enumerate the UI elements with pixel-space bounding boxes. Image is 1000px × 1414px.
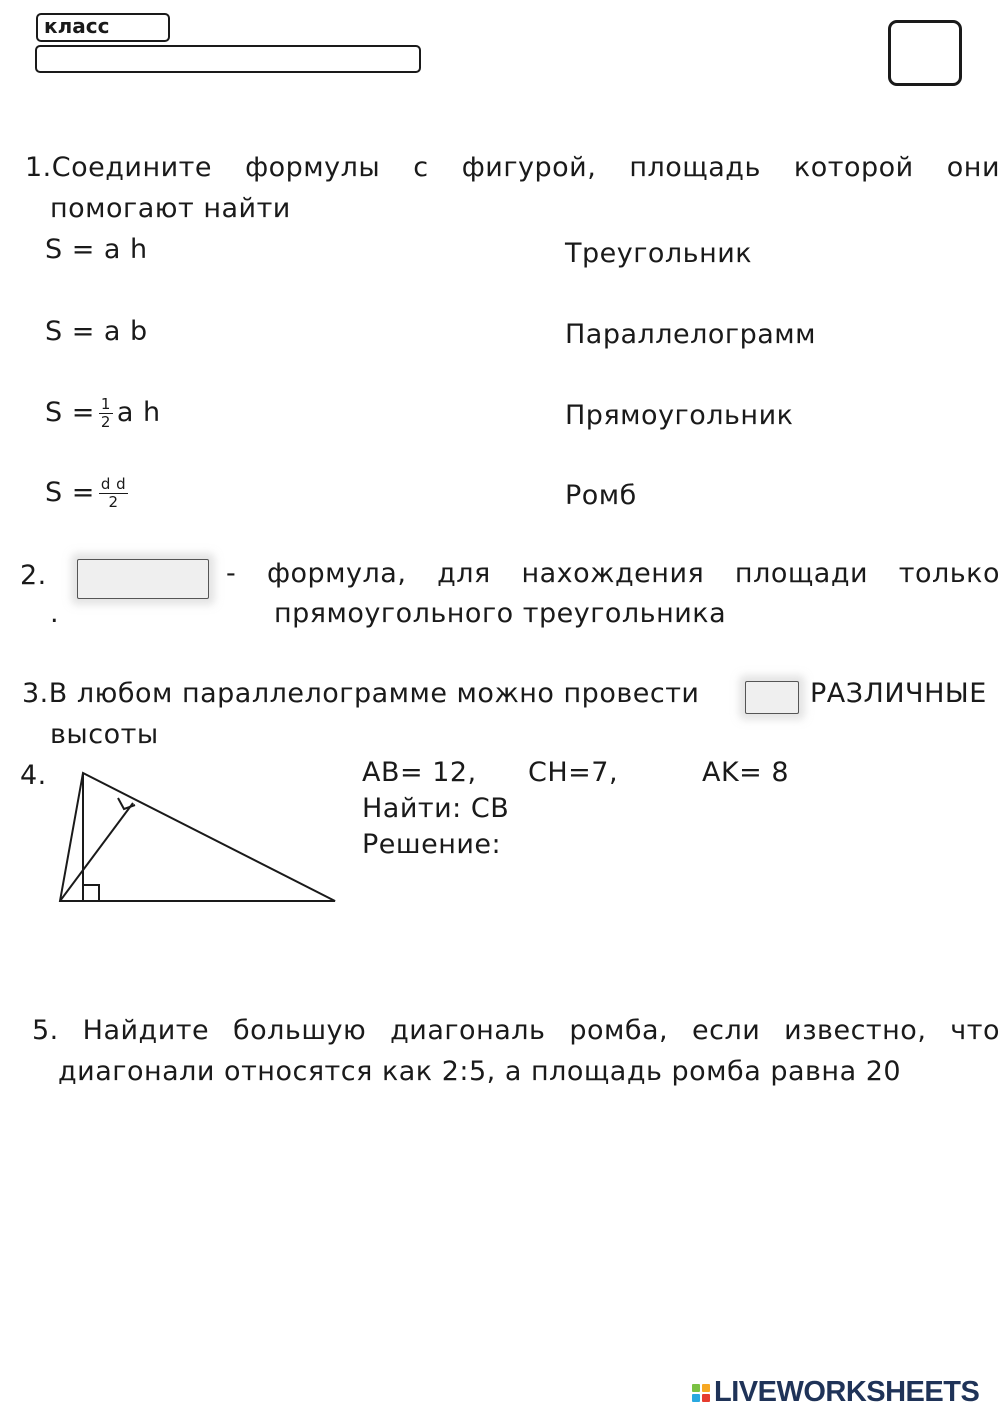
figure-triangle[interactable]: Треугольник xyxy=(565,238,753,269)
triangle-diagram xyxy=(50,765,350,915)
q5-line1: 5. Найдите большую диагональ ромба, если известно, что xyxy=(32,1015,1000,1046)
score-box xyxy=(888,20,962,86)
q2-number: 2. xyxy=(20,560,47,591)
name-field[interactable] xyxy=(35,45,421,73)
q3-prefix: 3.В любом параллелограмме можно провести xyxy=(22,678,700,709)
given-ak: AK= 8 xyxy=(702,757,790,788)
q2-text-line1: - формула, для нахождения площади только xyxy=(226,558,1000,589)
q3-line2: высоты xyxy=(50,719,159,750)
q3-suffix: РАЗЛИЧНЫЕ xyxy=(810,678,987,709)
logo-tile-green xyxy=(692,1384,700,1392)
q2-text-line2: прямоугольного треугольника xyxy=(274,598,727,629)
logo-tile-blue xyxy=(692,1394,700,1402)
formula-rectangle[interactable]: S = a h xyxy=(45,234,148,265)
solution-label: Решение: xyxy=(362,829,502,860)
logo-grid-icon xyxy=(692,1384,710,1402)
q2-dot: . xyxy=(50,598,60,629)
class-label: класс xyxy=(44,14,110,38)
altitude-ak xyxy=(60,803,133,901)
q5-line2: диагонали относятся как 2:5, а площадь ромба равна 20 xyxy=(58,1056,902,1087)
q4-number: 4. xyxy=(20,760,47,791)
q1-text-line1: 1.Соедините формулы с фигурой, площадь которой они xyxy=(25,152,1000,183)
fraction-diagonals: $\frac{\text{d d}}{2}$ xyxy=(100,475,127,511)
given-ab: AB= 12, xyxy=(362,757,477,788)
q2-answer-input[interactable] xyxy=(77,559,209,599)
right-angle-mark-h xyxy=(83,885,99,901)
fraction-half: $\frac{1}{2}$ xyxy=(100,395,111,431)
logo-tile-orange xyxy=(702,1384,710,1392)
q3-answer-input[interactable] xyxy=(745,681,799,714)
q1-text-line2: помогают найти xyxy=(50,193,291,224)
liveworksheets-logo[interactable] xyxy=(692,1376,979,1409)
given-ch: CH=7, xyxy=(528,757,619,788)
formula-triangle[interactable]: S = $\frac{1}{2}$ a h xyxy=(45,395,161,431)
formula-parallelogram[interactable]: S = a b xyxy=(45,316,148,347)
triangle-outline xyxy=(60,773,335,901)
logo-text: LIVEWORKSHEETS xyxy=(714,1376,980,1408)
figure-rectangle[interactable]: Прямоугольник xyxy=(565,400,794,431)
logo-tile-red xyxy=(702,1394,710,1402)
figure-parallelogram[interactable]: Параллелограмм xyxy=(565,319,817,350)
figure-rhombus[interactable]: Ромб xyxy=(565,480,637,511)
class-field[interactable] xyxy=(36,13,170,42)
formula-rhombus[interactable]: S = $\frac{\text{d d}}{2}$ xyxy=(45,475,127,511)
find-cb: Найти: CB xyxy=(362,793,510,824)
